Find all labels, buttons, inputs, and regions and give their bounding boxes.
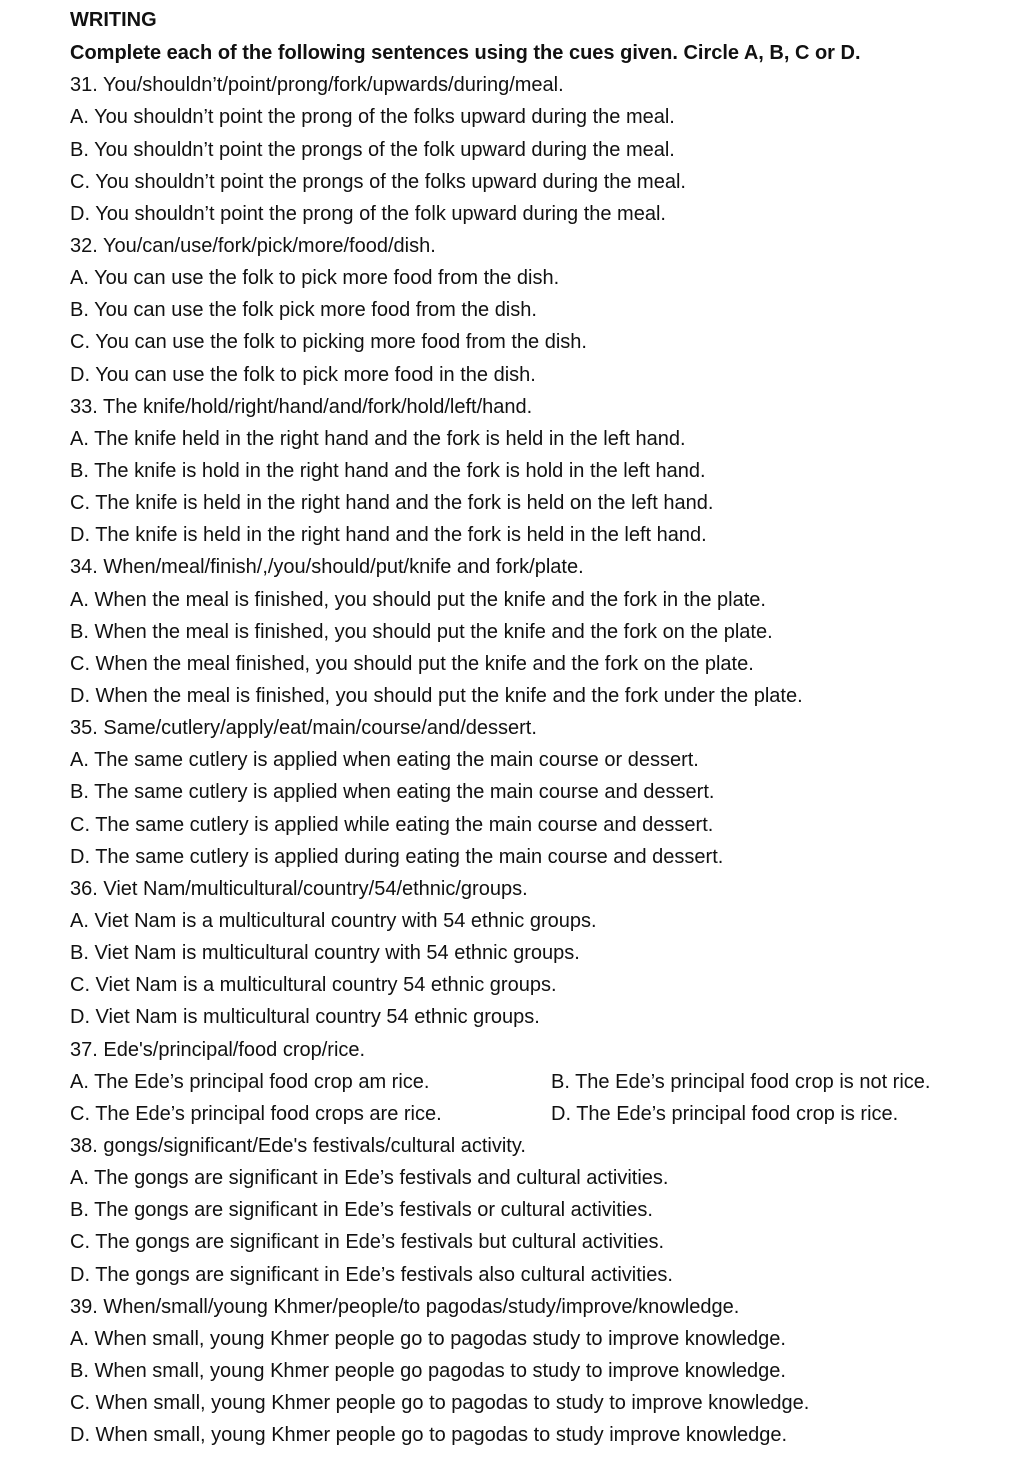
option-36-b[interactable]: B. Viet Nam is multicultural country with 54 ethnic groups. bbox=[70, 942, 580, 964]
option-36-c[interactable]: C. Viet Nam is a multicultural country 54 ethnic groups. bbox=[70, 974, 557, 996]
option-37-c[interactable]: C. The Ede’s principal food crops are rice. bbox=[70, 1103, 442, 1125]
option-39-d[interactable]: D. When small, young Khmer people go to pagodas to study improve knowledge. bbox=[70, 1424, 788, 1446]
question-prompt-32: 32. You/can/use/fork/pick/more/food/dish. bbox=[70, 235, 436, 257]
option-31-d[interactable]: D. You shouldn’t point the prong of the folk upward during the meal. bbox=[70, 203, 666, 225]
option-37-b[interactable]: B. The Ede’s principal food crop is not rice. bbox=[551, 1071, 931, 1093]
option-38-a[interactable]: A. The gongs are significant in Ede’s festivals and cultural activities. bbox=[70, 1167, 669, 1189]
option-33-b[interactable]: B. The knife is hold in the right hand and the fork is hold in the left hand. bbox=[70, 460, 706, 482]
option-39-b[interactable]: B. When small, young Khmer people go pagodas to study to improve knowledge. bbox=[70, 1360, 786, 1382]
option-32-b[interactable]: B. You can use the folk pick more food from the dish. bbox=[70, 299, 537, 321]
option-31-b[interactable]: B. You shouldn’t point the prongs of the folk upward during the meal. bbox=[70, 139, 675, 161]
question-prompt-33: 33. The knife/hold/right/hand/and/fork/hold/left/hand. bbox=[70, 396, 533, 418]
option-31-c[interactable]: C. You shouldn’t point the prongs of the folks upward during the meal. bbox=[70, 171, 686, 193]
option-33-a[interactable]: A. The knife held in the right hand and the fork is held in the left hand. bbox=[70, 428, 686, 450]
question-prompt-35: 35. Same/cutlery/apply/eat/main/course/and/dessert. bbox=[70, 717, 537, 739]
option-35-d[interactable]: D. The same cutlery is applied during eating the main course and dessert. bbox=[70, 846, 724, 868]
option-34-d[interactable]: D. When the meal is finished, you should put the knife and the fork under the plate. bbox=[70, 685, 803, 707]
option-33-d[interactable]: D. The knife is held in the right hand and the fork is held in the left hand. bbox=[70, 524, 707, 546]
question-prompt-37: 37. Ede's/principal/food crop/rice. bbox=[70, 1039, 366, 1061]
question-prompt-34: 34. When/meal/finish/,/you/should/put/knife and fork/plate. bbox=[70, 556, 584, 578]
option-32-a[interactable]: A. You can use the folk to pick more food from the dish. bbox=[70, 267, 560, 289]
question-prompt-31: 31. You/shouldn’t/point/prong/fork/upwards/during/meal. bbox=[70, 74, 564, 96]
option-36-a[interactable]: A. Viet Nam is a multicultural country with 54 ethnic groups. bbox=[70, 910, 597, 932]
option-32-d[interactable]: D. You can use the folk to pick more food in the dish. bbox=[70, 364, 536, 386]
option-39-c[interactable]: C. When small, young Khmer people go to pagodas to study to improve knowledge. bbox=[70, 1392, 810, 1414]
option-34-a[interactable]: A. When the meal is finished, you should put the knife and the fork in the plate. bbox=[70, 589, 766, 611]
option-37-a[interactable]: A. The Ede’s principal food crop am rice. bbox=[70, 1071, 430, 1093]
option-33-c[interactable]: C. The knife is held in the right hand and the fork is held on the left hand. bbox=[70, 492, 714, 514]
option-35-c[interactable]: C. The same cutlery is applied while eating the main course and dessert. bbox=[70, 814, 714, 836]
question-prompt-38: 38. gongs/significant/Ede's festivals/cultural activity. bbox=[70, 1135, 526, 1157]
option-35-a[interactable]: A. The same cutlery is applied when eating the main course or dessert. bbox=[70, 749, 699, 771]
option-32-c[interactable]: C. You can use the folk to picking more food from the dish. bbox=[70, 331, 587, 353]
question-prompt-39: 39. When/small/young Khmer/people/to pagodas/study/improve/knowledge. bbox=[70, 1296, 740, 1318]
section-heading: WRITING bbox=[70, 9, 157, 31]
option-36-d[interactable]: D. Viet Nam is multicultural country 54 ethnic groups. bbox=[70, 1006, 540, 1028]
option-35-b[interactable]: B. The same cutlery is applied when eating the main course and dessert. bbox=[70, 781, 715, 803]
option-38-c[interactable]: C. The gongs are significant in Ede’s festivals but cultural activities. bbox=[70, 1231, 665, 1253]
instruction-text: Complete each of the following sentences using the cues given. Circle A, B, C or D. bbox=[70, 42, 861, 64]
question-prompt-36: 36. Viet Nam/multicultural/country/54/ethnic/groups. bbox=[70, 878, 528, 900]
option-31-a[interactable]: A. You shouldn’t point the prong of the folks upward during the meal. bbox=[70, 106, 675, 128]
option-34-b[interactable]: B. When the meal is finished, you should put the knife and the fork on the plate. bbox=[70, 621, 773, 643]
option-34-c[interactable]: C. When the meal finished, you should put the knife and the fork on the plate. bbox=[70, 653, 754, 675]
option-37-d[interactable]: D. The Ede’s principal food crop is rice. bbox=[551, 1103, 899, 1125]
option-38-d[interactable]: D. The gongs are significant in Ede’s festivals also cultural activities. bbox=[70, 1264, 673, 1286]
option-39-a[interactable]: A. When small, young Khmer people go to pagodas study to improve knowledge. bbox=[70, 1328, 786, 1350]
option-38-b[interactable]: B. The gongs are significant in Ede’s festivals or cultural activities. bbox=[70, 1199, 653, 1221]
